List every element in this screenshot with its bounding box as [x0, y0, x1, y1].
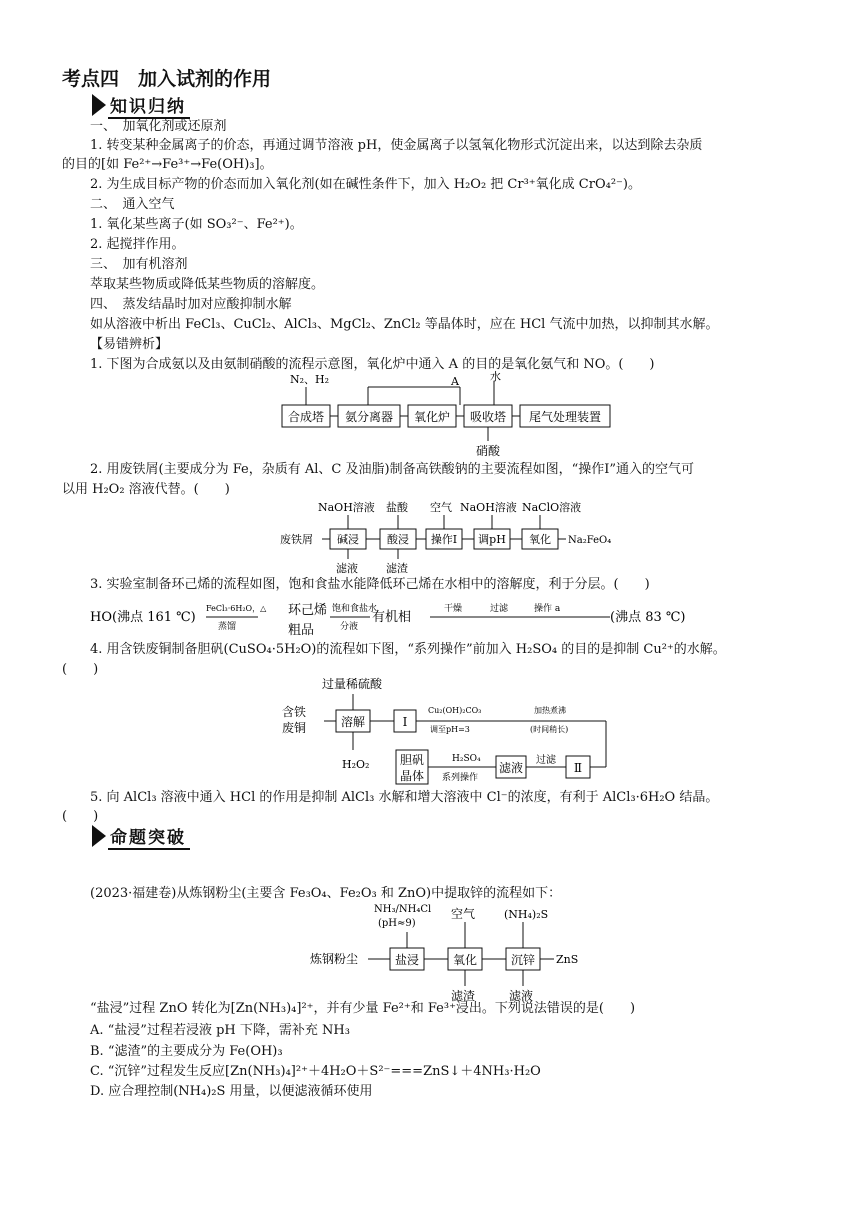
flow-label: (pH≈9) [378, 918, 416, 929]
text-line: 1. 氧化某些离子(如 SO₃²⁻、Fe²⁺)。 [90, 217, 303, 232]
banner-label: 知识归纳 [108, 92, 190, 119]
flow-label: Cu₂(OH)₂CO₃ [428, 706, 482, 715]
flow-label: H₂O₂ [342, 758, 370, 771]
question-4: 4. 用含铁废铜制备胆矾(CuSO₄·5H₂O)的流程如下图，“系列操作”前加入 H₂SO₄ 的目的是抑制 Cu²⁺的水解。 [90, 642, 726, 657]
flow-label: 滤渣 [386, 562, 408, 575]
section-banner-problems [92, 825, 190, 847]
text-line: ( ) [62, 809, 99, 824]
flow-label: 含铁 [282, 705, 307, 719]
flow-box-label: 合成塔 [287, 410, 325, 424]
text-line: 以用 H₂O₂ 溶液代替。( ) [62, 482, 230, 497]
flow-label: 干燥 [444, 604, 463, 614]
flow-box-label: 操作Ⅰ [430, 533, 458, 546]
flow-diagram-copper [278, 674, 618, 786]
flow-label: N₂、H₂ [290, 373, 330, 386]
flow-label: 调至pH=3 [430, 725, 470, 734]
page-title: 考点四 加入试剂的作用 [62, 68, 272, 90]
flow-label: 操作 a [534, 604, 561, 614]
option-c[interactable]: C. “沉锌”过程发生反应[Zn(NH₃)₄]²⁺＋4H₂O＋S²⁻===ZnS↓＋4NH₃·H₂O [90, 1064, 541, 1079]
subheading-4: 四、 蒸发结晶时加对应酸抑制水解 [90, 297, 292, 312]
flow-label: 废铁屑 [280, 533, 313, 546]
flow-label: 硝酸 [476, 444, 501, 458]
flow-label: 环己烯 [288, 603, 328, 618]
flow-label: 加热煮沸 [534, 706, 566, 715]
flow-diagram-ammonia [270, 370, 620, 459]
flow-diagram-cyclohexene [90, 597, 686, 638]
text-line: 如从溶液中析出 FeCl₃、CuCl₂、AlCl₃、MgCl₂、ZnCl₂ 等晶体时，应在 HCl 气流中加热，以抑制其水解。 [90, 317, 719, 332]
banner-arrow-icon [92, 825, 106, 847]
option-d[interactable]: D. 应合理控制(NH₄)₂S 用量，以便滤液循环使用 [90, 1084, 373, 1099]
flow-label: 滤液 [509, 989, 534, 1003]
text-line: ( ) [62, 662, 99, 677]
flow-box-label: 酸浸 [387, 533, 409, 546]
flow-box-label: 滤液 [498, 761, 524, 775]
problem-question: “盐浸”过程 ZnO 转化为[Zn(NH₃)₄]²⁺，并有少量 Fe²⁺和 Fe³⁺浸出。下列说法错误的是( ) [90, 1001, 636, 1016]
flow-label: 滤渣 [451, 989, 476, 1003]
flow-label: (沸点 83 ℃) [610, 610, 686, 625]
flow-label: H₂SO₄ [452, 754, 481, 764]
question-3: 3. 实验室制备环己烯的流程如图，饱和食盐水能降低环己烯在水相中的溶解度，利于分层。( ) [90, 577, 650, 592]
flow-label: 系列操作 [442, 773, 479, 783]
flow-box-label: 晶体 [399, 769, 425, 783]
flow-label: A [451, 375, 459, 388]
question-5: 5. 向 AlCl₃ 溶液中通入 HCl 的作用是抑制 AlCl₃ 水解和增大溶液中 Cl⁻的浓度，有利于 AlCl₃·6H₂O 结晶。 [90, 790, 719, 805]
flow-label: NaOH溶液 [318, 501, 375, 514]
subheading-2: 二、 通入空气 [90, 197, 175, 212]
flow-label: 过滤 [490, 604, 509, 614]
flow-box-label: 氧化炉 [413, 410, 451, 424]
flow-box-label: 吸收塔 [469, 410, 507, 424]
flow-diagram-iron [278, 497, 648, 575]
flow-box-label: 碱浸 [337, 533, 359, 546]
flow-label: NaOH溶液 [460, 501, 517, 514]
flow-label: (时间稍长) [530, 725, 569, 734]
flow-label: 空气 [451, 907, 476, 921]
flow-box-label: 胆矾 [399, 753, 425, 767]
flow-label: 粗品 [288, 623, 315, 638]
flow-label: 过滤 [536, 755, 556, 766]
text-line: 的目的[如 Fe²⁺→Fe³⁺→Fe(OH)₃]。 [62, 157, 273, 172]
flow-diagram-zinc [308, 902, 608, 1002]
banner-label: 命题突破 [108, 823, 190, 850]
problem-stem: (2023·福建卷)从炼钢粉尘(主要含 Fe₃O₄、Fe₂O₃ 和 ZnO)中提取锌的流程如下： [90, 886, 562, 901]
flow-label: 废铜 [282, 721, 307, 735]
flow-label: (NH₄)₂S [504, 908, 549, 921]
flow-box-label: 尾气处理装置 [528, 410, 602, 424]
flow-box-label: 氨分离器 [344, 410, 394, 424]
question-2: 2. 用废铁屑(主要成分为 Fe，杂质有 Al、C 及油脂)制备高铁酸钠的主要流程如图，“操作Ⅰ”通入的空气可 [90, 462, 694, 477]
flow-box-label: 盐浸 [394, 953, 420, 967]
flow-box-label: 溶解 [340, 715, 366, 729]
flow-label: Na₂FeO₄ [568, 535, 612, 546]
flow-box-label: 调pH [478, 533, 506, 546]
flow-label: NH₃/NH₄Cl [374, 904, 432, 915]
flow-label: HO(沸点 161 ℃) [90, 610, 196, 625]
section-banner-knowledge [92, 94, 190, 116]
banner-arrow-icon [92, 94, 106, 116]
text-line: 2. 为生成目标产物的价态而加入氧化剂(如在碱性条件下，加入 H₂O₂ 把 Cr³⁺氧化成 CrO₄²⁻)。 [90, 177, 641, 192]
flow-label: NaClO溶液 [522, 501, 582, 514]
text-line: 2. 起搅拌作用。 [90, 237, 185, 252]
subheading-1: 一、 加氧化剂或还原剂 [90, 119, 227, 134]
flow-label: ZnS [556, 953, 579, 966]
flow-box-label: 氧化 [529, 533, 551, 546]
flow-label: 分液 [340, 622, 359, 632]
text-line: 1. 转变某种金属离子的价态，再通过调节溶液 pH，使金属离子以氢氧化物形式沉淀出来，以达到除去杂质 [90, 138, 703, 153]
flow-label: 炼钢粉尘 [310, 952, 359, 966]
option-b[interactable]: B. “滤渣”的主要成分为 Fe(OH)₃ [90, 1044, 283, 1059]
flow-box-label: Ⅰ [402, 715, 408, 729]
subheading-3: 三、 加有机溶剂 [90, 257, 188, 272]
flow-label: 蒸馏 [218, 622, 237, 632]
flow-label: 过量稀硫酸 [322, 677, 383, 691]
flow-label: 滤液 [336, 562, 358, 575]
flow-label: FeCl₃·6H₂O，△ [206, 604, 267, 613]
text-line: 萃取某些物质或降低某些物质的溶解度。 [90, 277, 325, 292]
flow-label: 有机相 [372, 610, 412, 625]
error-analysis-heading: 【易错辨析】 [90, 337, 169, 352]
flow-box-label: 沉锌 [510, 953, 536, 967]
flow-label: 盐酸 [386, 501, 408, 514]
flow-label: 饱和食盐水 [332, 604, 378, 614]
flow-label: 水 [490, 370, 501, 383]
flow-box-label: Ⅱ [573, 761, 583, 775]
flow-box-label: 氧化 [452, 953, 478, 967]
flow-label: 空气 [430, 501, 452, 514]
question-1: 1. 下图为合成氨以及由氨制硝酸的流程示意图，氧化炉中通入 A 的目的是氧化氨气和 NO。( ) [90, 357, 655, 372]
option-a[interactable]: A. “盐浸”过程若浸液 pH 下降，需补充 NH₃ [90, 1023, 350, 1038]
